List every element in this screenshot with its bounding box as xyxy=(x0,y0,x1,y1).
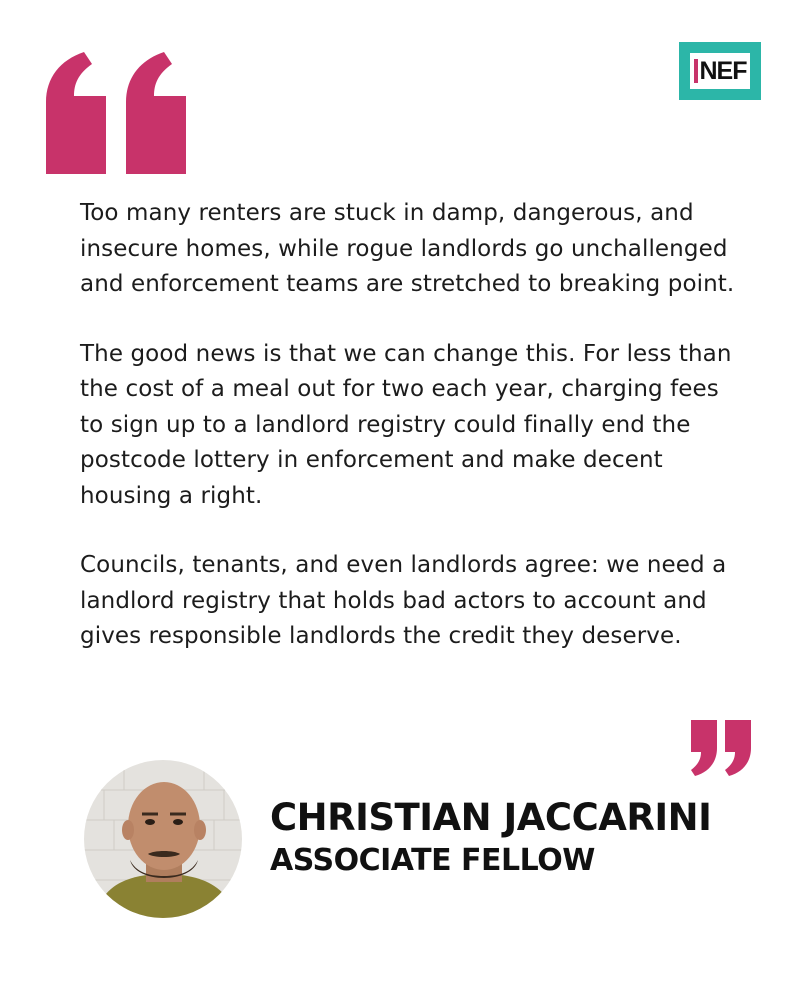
open-quote-icon xyxy=(44,50,190,176)
logo-text: NEF xyxy=(699,56,747,85)
quote-paragraph-1: Too many renters are stuck in damp, dangerous, and insecure homes, while rogue landlords go unchallenged and enforcement teams are stretched to breaking point. xyxy=(80,200,735,297)
logo-accent-bar xyxy=(694,59,698,83)
avatar-photo xyxy=(84,760,242,918)
logo-inner xyxy=(690,53,750,89)
quote-paragraph-2: The good news is that we can change this. For less than the cost of a meal out for two each year, charging fees to sign up to a landlord registry could finally end the postcode lottery in enforcement and make decent housing a right. xyxy=(80,340,732,509)
nef-logo xyxy=(679,42,761,100)
quote-paragraph-3: Councils, tenants, and even landlords agree: we need a landlord registry that holds bad actors to account and gives responsible landlords the credit they deserve. xyxy=(80,552,727,649)
quote-body xyxy=(80,196,740,689)
close-quote-icon xyxy=(689,718,755,778)
avatar xyxy=(84,760,242,918)
author-role: ASSOCIATE FELLOW xyxy=(270,843,595,878)
author-name: CHRISTIAN JACCARINI xyxy=(270,796,712,839)
